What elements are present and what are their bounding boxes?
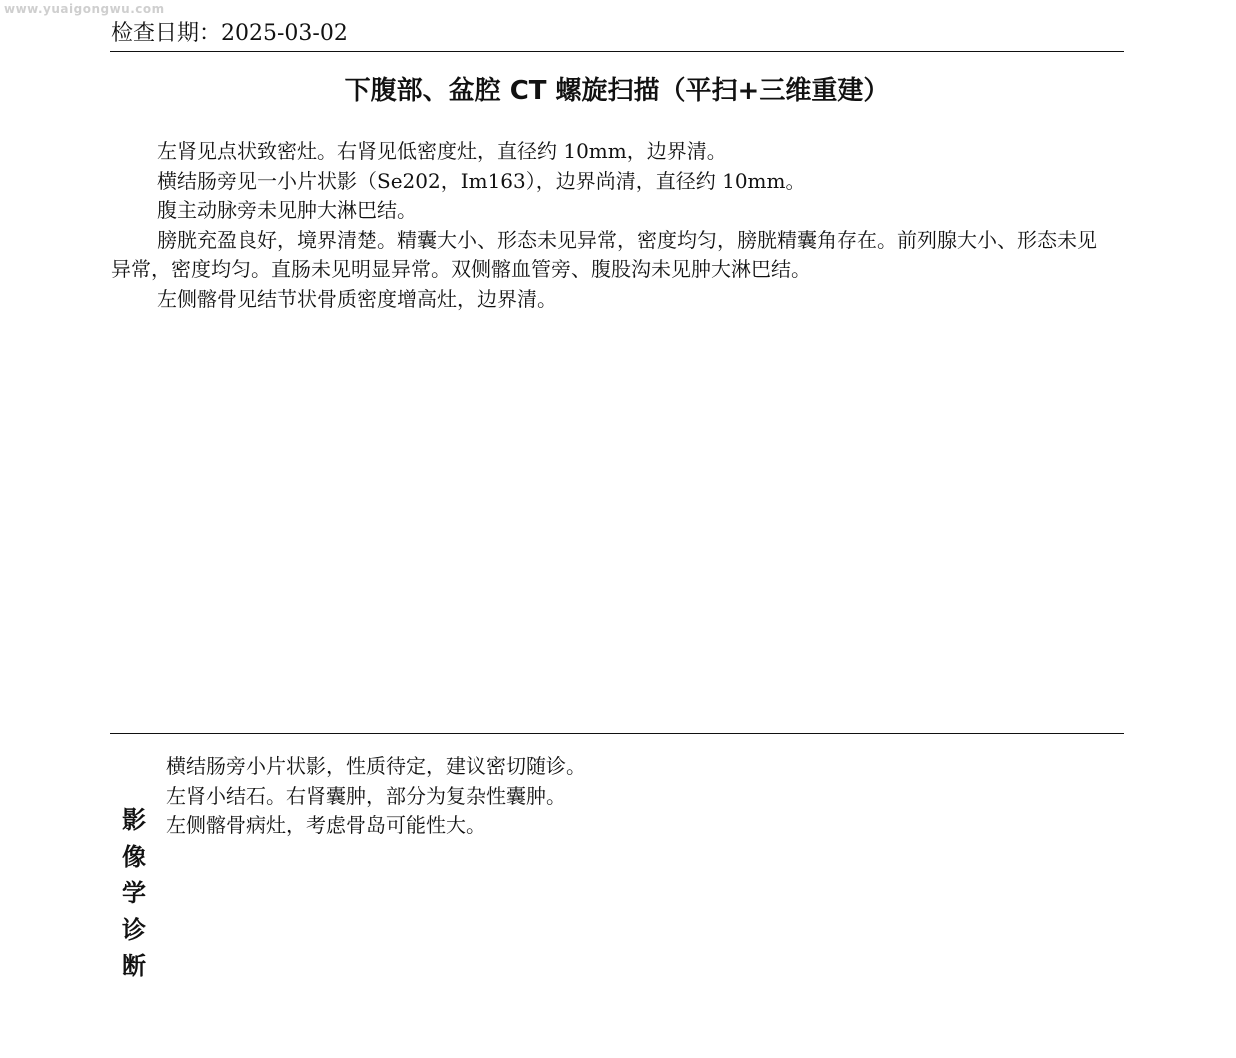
- findings-section: [111, 137, 1111, 315]
- impression-line: 左肾小结石。右肾囊肿，部分为复杂性囊肿。: [166, 783, 566, 808]
- finding-paragraph: 左侧髂骨见结节状骨质密度增高灶，边界清。: [157, 286, 557, 311]
- impression-line: 横结肠旁小片状影，性质待定，建议密切随诊。: [166, 754, 586, 778]
- impressions-section: [166, 752, 1106, 841]
- header-divider: [110, 51, 1124, 52]
- exam-date: 检查日期：2025-03-02: [111, 21, 348, 46]
- diagnosis-label-char: 诊: [122, 915, 146, 944]
- diagnosis-label-char: 学: [122, 879, 146, 907]
- impression-line: 左侧髂骨病灶，考虑骨岛可能性大。: [166, 813, 486, 837]
- finding-paragraph: 横结肠旁见一小片状影（Se202，Im163），边界尚清，直径约 10mm。: [157, 168, 806, 193]
- finding-paragraph: 左肾见点状致密灶。右肾见低密度灶，直径约 10mm，边界清。: [157, 139, 727, 163]
- diagnosis-label-char: 像: [122, 842, 146, 871]
- diagnosis-divider: [110, 733, 1124, 734]
- watermark-text: www.yuaigongwu.com: [4, 2, 165, 16]
- diagnosis-label: [117, 802, 151, 985]
- report-title: 下腹部、盆腔 CT 螺旋扫描（平扫+三维重建）: [344, 76, 890, 106]
- diagnosis-label-char: 断: [122, 952, 146, 980]
- diagnosis-label-char: 影: [122, 806, 146, 834]
- finding-paragraph: 腹主动脉旁未见肿大淋巴结。: [157, 198, 417, 223]
- finding-paragraph: 膀胱充盈良好，境界清楚。精囊大小、形态未见异常，密度均匀，膀胱精囊角存在。前列腺大小、形态未见异常，密度均匀。直肠未见明显异常。双侧髂血管旁、腹股沟未见肿大淋巴结。: [111, 227, 1097, 282]
